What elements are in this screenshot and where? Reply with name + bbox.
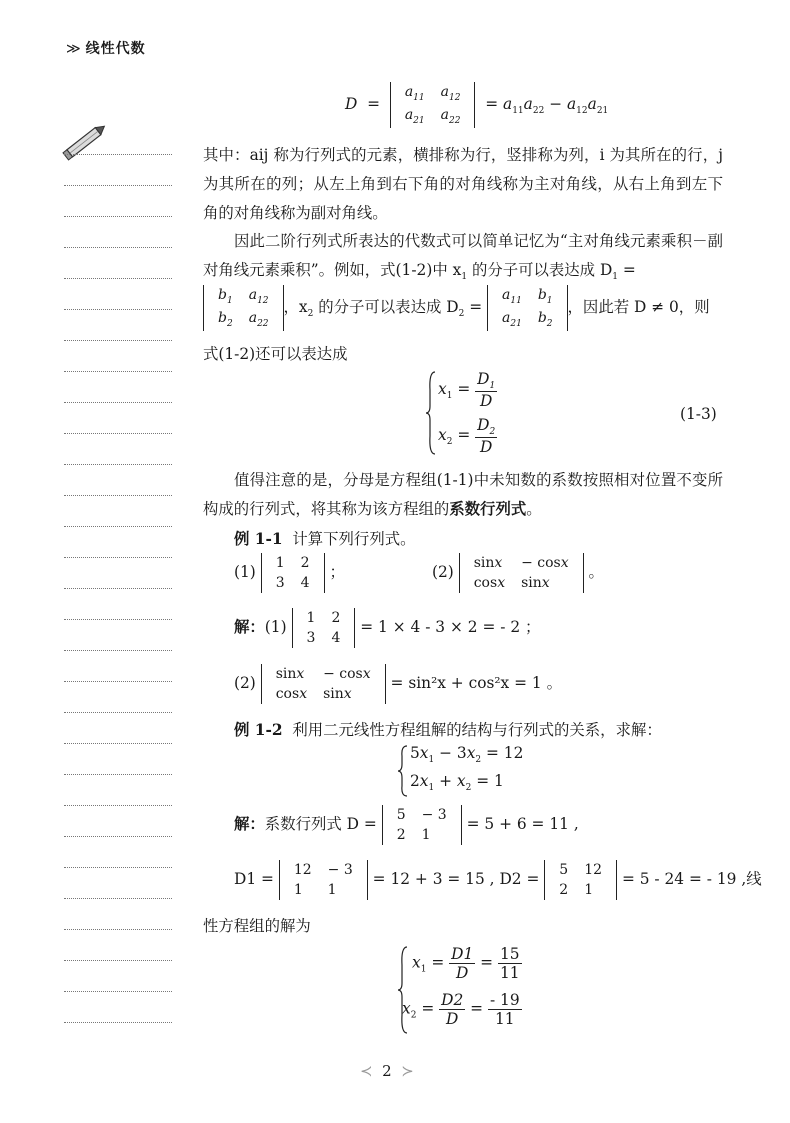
header-title: 线性代数: [85, 41, 146, 57]
page-number: [360, 1062, 414, 1080]
page-right-arrow-icon: ≻: [401, 1062, 414, 1080]
paragraph-can-express: 式(1-2)还可以表达成: [203, 345, 348, 363]
example-1-2-heading: 例 1-2 利用二元线性方程组解的结构与行列式的关系，求解：: [234, 721, 662, 739]
example-1-1-heading: 例 1-1 计算下列行列式。: [234, 530, 416, 548]
equation-determinant-definition: D = $a_{11}$ $a_{12}$ $a_{21}$ $a_{22}$ = $a_{11}a_{22} - a_{12}a_{21}$: [345, 84, 609, 126]
example-1-1-items: (1) 1 2 3 4 ； (2) sinx − cosx cosx sinx 。: [234, 555, 604, 591]
header-arrow: ≫: [66, 41, 82, 57]
solution-1-2-d1-d2: D1 = 12 − 3 1 1 = 12 + 3 = 15 , D2 = 5 12 2 1 = 5 - 24 = - 19 ,线: [234, 862, 762, 898]
paragraph-coefficient-determinant: 值得注意的是，分母是方程组(1-1)中未知数的系数按照相对位置不变所构成的行列式，将其称为该方程组的系数行列式。: [203, 471, 723, 518]
line-d1-d2-example: $b_1$ $a_{12}$ $b_2$ $a_{22}$ ，$x_2$ 的分子可以表达成 $D_2$ = $a_{11}$ $b_1$ $a_{21}$ $b_2$ ，因此若 D ≠ 0，则: [203, 285, 710, 331]
solution-1-1-part1: 解：(1) 1 2 3 4 = 1 × 4 - 3 × 2 = - 2 ；: [234, 610, 541, 646]
page-left-arrow-icon: ≺: [360, 1062, 373, 1080]
page-number-value: 2: [382, 1062, 392, 1080]
solution-1-1-part2: (2) sinx − cosx cosx sinx = sin²x + cos²x = 1 。: [234, 666, 562, 702]
running-header: [66, 38, 146, 58]
paragraph-definitions: 其中：aij 称为行列式的元素，横排称为行，竖排称为列，i 为其所在的行，j 为其所在的列；从左上角到右下角的对角线称为主对角线，从右上角到左下角的对角线称为副对角线。: [203, 146, 723, 222]
solution-1-2-d: 解：系数行列式 D = 5 − 3 2 1 = 5 + 6 = 11 ,: [234, 807, 579, 843]
equation-label-1-3: (1-3): [680, 405, 717, 423]
paragraph-solution-is: 性方程组的解为: [203, 917, 311, 935]
paragraph-memory-rule: 因此二阶行列式所表达的代数式可以简单记忆为“主对角线元素乘积－副对角线元素乘积”。例如，式(1-2)中 $x_1$ 的分子可以表达成 $D_1$ =: [203, 232, 723, 283]
pencil-icon: [60, 122, 110, 162]
